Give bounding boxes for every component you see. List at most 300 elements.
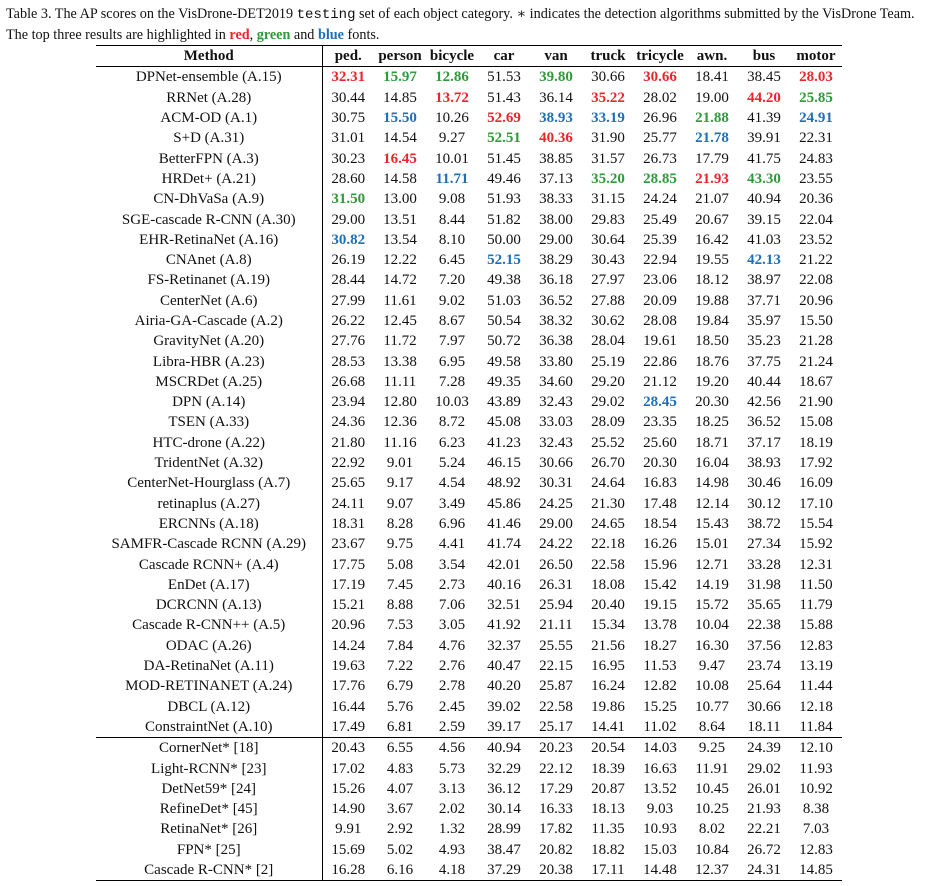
table-row (96, 392, 842, 412)
score-cell: 11.61 (383, 292, 417, 309)
score-cell: 16.44 (331, 698, 366, 715)
score-cell: 40.44 (747, 373, 781, 390)
score-cell: 12.37 (686, 860, 738, 881)
score-cell: 16.24 (591, 678, 625, 695)
score-cell: 30.23 (331, 150, 366, 167)
score-cell: 9.01 (386, 455, 414, 472)
score-cell: 9.25 (686, 738, 738, 759)
score-cell: 9.07 (386, 495, 414, 512)
method-name-cell: DBCL (A.12) (96, 697, 322, 717)
score-cell: 22.58 (591, 556, 625, 573)
score-cell: 25.65 (331, 475, 366, 492)
score-cell: 20.30 (695, 394, 729, 411)
table-row (96, 738, 842, 759)
table-row (96, 717, 842, 738)
score-cell: 16.09 (799, 475, 833, 492)
score-cell: 18.71 (695, 434, 729, 451)
score-cell: 37.17 (747, 434, 781, 451)
score-cell: 20.38 (530, 860, 582, 881)
score-cell: 18.25 (695, 414, 729, 431)
score-cell: 12.22 (383, 252, 417, 269)
caption-text: fonts. (343, 27, 380, 43)
score-cell: 10.84 (695, 841, 729, 858)
score-cell: 28.44 (331, 272, 366, 289)
caption-green-word: green (256, 27, 291, 43)
score-cell: 28.85 (643, 170, 677, 187)
score-cell: 31.98 (747, 576, 781, 593)
score-cell: 38.85 (539, 150, 573, 167)
score-cell: 41.74 (487, 536, 521, 553)
score-cell: 51.03 (487, 292, 521, 309)
score-cell: 12.83 (799, 841, 833, 858)
score-cell: 24.31 (738, 860, 790, 881)
score-cell: 34.60 (539, 373, 573, 390)
score-cell: 21.56 (591, 637, 625, 654)
score-cell: 32.37 (487, 637, 521, 654)
table-row (96, 250, 842, 270)
score-cell: 22.94 (643, 252, 677, 269)
score-cell: 18.41 (695, 69, 729, 86)
method-name-cell: CNAnet (A.8) (96, 250, 322, 270)
score-cell: 13.00 (383, 191, 417, 208)
score-cell: 11.53 (643, 658, 677, 675)
score-cell: 38.93 (539, 110, 573, 127)
score-cell: 8.67 (438, 313, 466, 329)
score-cell: 50.00 (487, 231, 521, 248)
score-cell: 15.43 (695, 515, 729, 532)
caption-text: Table 3. The AP scores on the VisDrone-DET2019 (6, 6, 297, 22)
score-cell: 23.06 (643, 272, 677, 289)
score-cell: 28.04 (591, 333, 625, 350)
score-cell: 10.08 (695, 678, 729, 695)
score-cell: 14.48 (634, 860, 686, 881)
score-cell: 40.20 (487, 678, 521, 695)
score-cell: 33.19 (591, 110, 625, 127)
score-cell: 19.88 (695, 292, 729, 309)
column-header-truck: truck (582, 46, 634, 67)
table-row (96, 697, 842, 717)
score-cell: 7.06 (438, 597, 466, 614)
score-cell: 25.17 (539, 718, 573, 735)
score-cell: 18.76 (695, 353, 729, 370)
score-cell: 17.49 (331, 718, 366, 735)
score-cell: 6.45 (438, 252, 466, 269)
score-cell: 51.45 (487, 150, 521, 167)
score-cell: 20.96 (331, 617, 366, 634)
score-cell: 22.12 (539, 760, 573, 777)
score-cell: 25.85 (799, 89, 833, 106)
score-cell: 15.42 (643, 576, 677, 593)
score-cell: 41.92 (487, 617, 521, 634)
column-header-awn: awn. (686, 46, 738, 67)
score-cell: 12.83 (799, 637, 833, 654)
score-cell: 25.55 (539, 637, 573, 654)
score-cell: 38.93 (747, 455, 781, 472)
score-cell: 18.08 (591, 576, 625, 593)
score-cell: 3.54 (438, 556, 466, 573)
score-cell: 20.23 (530, 738, 582, 759)
method-name-cell: DA-RetinaNet (A.11) (96, 656, 322, 676)
score-cell: 25.94 (539, 597, 573, 614)
score-cell: 13.52 (643, 780, 677, 797)
score-cell: 7.22 (386, 658, 414, 675)
score-cell: 5.76 (386, 698, 414, 715)
score-cell: 24.25 (539, 495, 573, 512)
method-name-cell: SAMFR-Cascade RCNN (A.29) (96, 534, 322, 554)
score-cell: 31.50 (331, 191, 366, 208)
method-name-cell: MSCRDet (A.25) (96, 372, 322, 392)
score-cell: 9.08 (438, 191, 466, 208)
score-cell: 23.94 (331, 394, 366, 411)
score-cell: 29.00 (539, 231, 573, 248)
score-cell: 30.75 (331, 110, 366, 127)
score-cell: 17.48 (643, 495, 677, 512)
caption-text: set of each object category. (355, 6, 517, 22)
score-cell: 29.02 (591, 394, 625, 411)
table-row (96, 534, 842, 554)
score-cell: 20.09 (643, 292, 677, 309)
score-cell: 26.72 (747, 841, 781, 858)
score-cell: 46.15 (487, 455, 521, 472)
score-cell: 36.52 (747, 414, 781, 431)
score-cell: 26.31 (539, 576, 573, 593)
score-cell: 12.86 (435, 69, 469, 86)
score-cell: 24.36 (331, 414, 366, 431)
score-cell: 21.11 (539, 617, 573, 634)
score-cell: 21.93 (747, 801, 781, 818)
score-cell: 10.01 (435, 150, 469, 167)
score-cell: 8.10 (438, 231, 466, 248)
score-cell: 11.02 (643, 718, 677, 735)
score-cell: 17.11 (582, 860, 634, 881)
score-cell: 51.82 (487, 211, 521, 228)
score-cell: 11.72 (383, 333, 417, 350)
score-cell: 30.62 (591, 313, 625, 329)
score-cell: 15.92 (799, 536, 833, 553)
score-cell: 38.32 (539, 313, 573, 329)
score-cell: 41.03 (747, 231, 781, 248)
score-cell: 36.52 (539, 292, 573, 309)
score-cell: 14.90 (331, 801, 366, 818)
column-header-bicycle: bicycle (426, 46, 478, 67)
score-cell: 18.82 (591, 841, 625, 858)
score-cell: 35.97 (747, 313, 781, 329)
score-cell: 15.21 (331, 597, 366, 614)
score-cell: 17.79 (695, 150, 729, 167)
score-cell: 14.24 (331, 637, 366, 654)
score-cell: 33.80 (539, 353, 573, 370)
score-cell: 7.53 (386, 617, 414, 634)
table-caption (6, 4, 924, 45)
score-cell: 25.77 (643, 130, 677, 147)
score-cell: 25.52 (591, 434, 625, 451)
score-cell: 11.93 (799, 760, 833, 777)
score-cell: 19.84 (695, 313, 729, 329)
score-cell: 17.29 (539, 780, 573, 797)
score-cell: 19.63 (331, 658, 366, 675)
score-cell: 21.28 (799, 333, 833, 350)
score-cell: 11.84 (799, 718, 833, 735)
score-cell: 15.08 (799, 414, 833, 431)
method-name-cell: GravityNet (A.20) (96, 331, 322, 351)
column-header-ped: ped. (322, 46, 374, 67)
table-row (96, 676, 842, 696)
score-cell: 16.30 (695, 637, 729, 654)
table-row (96, 514, 842, 534)
ap-scores-table (96, 45, 842, 881)
score-cell: 21.22 (799, 252, 833, 269)
score-cell: 30.46 (747, 475, 781, 492)
score-cell: 9.91 (335, 821, 362, 838)
score-cell: 33.03 (539, 414, 573, 431)
table-row (96, 230, 842, 250)
score-cell: 2.45 (438, 698, 466, 715)
method-name-cell: ODAC (A.26) (96, 636, 322, 656)
score-cell: 27.34 (747, 536, 781, 553)
score-cell: 20.82 (539, 841, 573, 858)
method-name-cell: CenterNet-Hourglass (A.7) (96, 473, 322, 493)
score-cell: 32.43 (539, 434, 573, 451)
score-cell: 51.93 (487, 191, 521, 208)
score-cell: 4.41 (438, 536, 466, 553)
score-cell: 4.54 (438, 475, 466, 492)
score-cell: 50.72 (487, 333, 521, 350)
score-cell: 26.22 (331, 313, 366, 329)
score-cell: 51.43 (487, 89, 521, 106)
score-cell: 16.83 (643, 475, 677, 492)
method-name-cell: DetNet59* [24] (96, 779, 322, 799)
table-row (96, 494, 842, 514)
score-cell: 12.71 (695, 556, 729, 573)
score-cell: 16.26 (643, 536, 677, 553)
score-cell: 16.63 (643, 760, 677, 777)
score-cell: 29.83 (591, 211, 625, 228)
score-cell: 12.36 (383, 414, 417, 431)
score-cell: 14.41 (591, 718, 625, 735)
score-cell: 38.33 (539, 191, 573, 208)
table-row (96, 270, 842, 290)
score-cell: 24.39 (738, 738, 790, 759)
score-cell: 25.64 (747, 678, 781, 695)
score-cell: 37.56 (747, 637, 781, 654)
score-cell: 18.31 (331, 515, 366, 532)
score-cell: 50.54 (487, 313, 521, 329)
table-row (96, 189, 842, 209)
table-row (96, 372, 842, 392)
method-name-cell: Cascade R-CNN++ (A.5) (96, 615, 322, 635)
score-cell: 26.50 (539, 556, 573, 573)
score-cell: 30.66 (539, 455, 573, 472)
table-row (96, 291, 842, 311)
score-cell: 21.88 (695, 110, 729, 127)
baseline-results-body (96, 738, 842, 881)
score-cell: 17.92 (799, 455, 833, 472)
score-cell: 36.14 (539, 89, 573, 106)
score-cell: 27.88 (591, 292, 625, 309)
score-cell: 3.05 (438, 617, 466, 634)
table-row (96, 88, 842, 108)
score-cell: 15.34 (591, 617, 625, 634)
score-cell: 40.94 (478, 738, 530, 759)
score-cell: 9.03 (646, 801, 674, 818)
score-cell: 23.55 (799, 170, 833, 187)
score-cell: 6.23 (438, 434, 466, 451)
score-cell: 52.15 (487, 252, 521, 269)
score-cell: 36.18 (539, 272, 573, 289)
score-cell: 14.58 (383, 170, 417, 187)
score-cell: 26.73 (643, 150, 677, 167)
header-row (96, 46, 842, 67)
table-row (96, 860, 842, 881)
score-cell: 21.80 (331, 434, 366, 451)
table-row (96, 311, 842, 331)
score-cell: 20.36 (799, 191, 833, 208)
score-cell: 15.97 (383, 69, 417, 86)
score-cell: 14.98 (695, 475, 729, 492)
table-row (96, 67, 842, 88)
method-name-cell: DPN (A.14) (96, 392, 322, 412)
score-cell: 23.74 (747, 658, 781, 675)
score-cell: 17.82 (539, 821, 573, 838)
method-name-cell: Cascade RCNN+ (A.4) (96, 554, 322, 574)
score-cell: 27.76 (331, 333, 366, 350)
method-name-cell: SGE-cascade R-CNN (A.30) (96, 209, 322, 229)
score-cell: 18.27 (643, 637, 677, 654)
score-cell: 9.47 (698, 658, 726, 675)
score-cell: 7.97 (438, 333, 466, 350)
score-cell: 30.12 (747, 495, 781, 512)
score-cell: 49.58 (487, 353, 521, 370)
score-cell: 39.80 (539, 69, 573, 86)
score-cell: 44.20 (747, 89, 781, 106)
score-cell: 38.29 (539, 252, 573, 269)
table-row (96, 351, 842, 371)
score-cell: 8.28 (386, 515, 414, 532)
score-cell: 40.16 (487, 576, 521, 593)
score-cell: 12.45 (383, 313, 417, 329)
score-cell: 19.61 (643, 333, 677, 350)
score-cell: 38.00 (539, 211, 573, 228)
score-cell: 32.29 (487, 760, 521, 777)
score-cell: 8.72 (438, 414, 466, 431)
table-row (96, 779, 842, 799)
score-cell: 20.87 (591, 780, 625, 797)
score-cell: 24.91 (799, 110, 833, 127)
method-name-cell: EHR-RetinaNet (A.16) (96, 230, 322, 250)
score-cell: 38.45 (747, 69, 781, 86)
table-row (96, 799, 842, 819)
score-cell: 23.67 (331, 536, 366, 553)
score-cell: 12.18 (799, 698, 833, 715)
method-name-cell: DPNet-ensemble (A.15) (96, 67, 322, 88)
table-row (96, 554, 842, 574)
score-cell: 29.20 (591, 373, 625, 390)
score-cell: 4.56 (426, 738, 478, 759)
score-cell: 23.52 (799, 231, 833, 248)
score-cell: 24.83 (799, 150, 833, 167)
score-cell: 35.23 (747, 333, 781, 350)
score-cell: 41.23 (487, 434, 521, 451)
method-name-cell: Cascade R-CNN* [2] (96, 860, 322, 881)
score-cell: 20.67 (695, 211, 729, 228)
method-name-cell: HRDet+ (A.21) (96, 169, 322, 189)
score-cell: 4.07 (386, 780, 414, 797)
score-cell: 26.19 (331, 252, 366, 269)
method-name-cell: FS-Retinanet (A.19) (96, 270, 322, 290)
score-cell: 6.81 (386, 718, 414, 735)
score-cell: 10.04 (695, 617, 729, 634)
method-name-cell: RefineDet* [45] (96, 799, 322, 819)
score-cell: 16.42 (695, 231, 729, 248)
table-row (96, 656, 842, 676)
method-name-cell: TSEN (A.33) (96, 412, 322, 432)
score-cell: 45.08 (487, 414, 521, 431)
score-cell: 9.17 (386, 475, 414, 492)
score-cell: 16.95 (591, 658, 625, 675)
caption-blue-word: blue (317, 27, 344, 43)
score-cell: 40.36 (539, 130, 573, 147)
score-cell: 15.01 (695, 536, 729, 553)
score-cell: 22.21 (747, 821, 781, 838)
method-name-cell: BetterFPN (A.3) (96, 148, 322, 168)
score-cell: 14.85 (383, 89, 417, 106)
score-cell: 23.35 (643, 414, 677, 431)
method-name-cell: FPN* [25] (96, 840, 322, 860)
score-cell: 2.73 (438, 576, 466, 593)
score-cell: 6.79 (386, 678, 414, 695)
score-cell: 7.20 (438, 272, 466, 289)
table-header (96, 46, 842, 67)
score-cell: 22.15 (539, 658, 573, 675)
score-cell: 17.10 (799, 495, 833, 512)
score-cell: 21.93 (695, 170, 729, 187)
score-cell: 30.14 (487, 801, 521, 818)
score-cell: 6.96 (438, 515, 466, 532)
score-cell: 9.75 (386, 536, 414, 553)
score-cell: 14.85 (790, 860, 842, 881)
score-cell: 13.19 (799, 658, 833, 675)
table-row (96, 148, 842, 168)
score-cell: 12.31 (799, 556, 833, 573)
score-cell: 8.64 (698, 718, 726, 735)
score-cell: 36.38 (539, 333, 573, 350)
score-cell: 22.04 (799, 211, 833, 228)
method-name-cell: TridentNet (A.32) (96, 453, 322, 473)
column-header-car: car (478, 46, 530, 67)
score-cell: 38.47 (487, 841, 521, 858)
score-cell: 22.31 (799, 130, 833, 147)
score-cell: 16.33 (539, 801, 573, 818)
score-cell: 35.22 (591, 89, 625, 106)
score-cell: 14.72 (383, 272, 417, 289)
score-cell: 13.38 (383, 353, 417, 370)
score-cell: 25.60 (643, 434, 677, 451)
score-cell: 11.79 (799, 597, 833, 614)
score-cell: 4.83 (386, 760, 414, 777)
score-cell: 14.03 (634, 738, 686, 759)
score-cell: 18.67 (799, 373, 833, 390)
table-row (96, 595, 842, 615)
score-cell: 22.86 (643, 353, 677, 370)
score-cell: 52.51 (487, 130, 521, 147)
score-cell: 37.29 (478, 860, 530, 881)
score-cell: 10.25 (695, 801, 729, 818)
score-cell: 5.24 (438, 455, 466, 472)
score-cell: 21.78 (695, 130, 729, 147)
score-cell: 2.78 (438, 678, 466, 695)
score-cell: 43.89 (487, 394, 521, 411)
method-name-cell: Airia-GA-Cascade (A.2) (96, 311, 322, 331)
